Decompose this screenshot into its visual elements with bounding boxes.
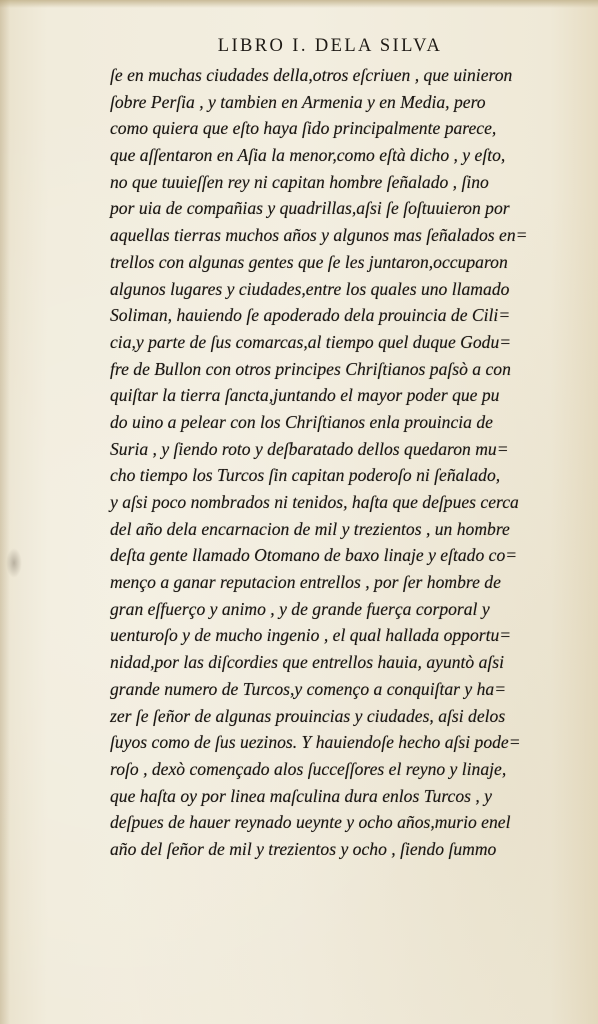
text-line: trellos con algunas gentes que ſe les juntaron,occuparon — [110, 251, 508, 272]
page-top-edge — [0, 0, 598, 8]
text-line: ſuyos como de ſus uezinos. Y hauiendoſe hecho aſsi pode= — [110, 732, 521, 753]
text-line: grande numero de Turcos,y començo a conquiſtar y ha= — [110, 678, 507, 699]
page-gutter-shadow — [0, 0, 10, 1024]
text-line: como quiera que eſto haya ſido principalmente parece, — [110, 118, 497, 139]
text-line: cia,y parte de ſus comarcas,al tiempo quel duque Godu= — [110, 331, 512, 352]
text-line: roſo , dexò començado alos ſucceſſores el reyno y linaje, — [110, 758, 507, 779]
text-line: deſta gente llamado Otomano de baxo linaje y eſtado co= — [110, 545, 518, 566]
text-line: no que tuuieſſen rey ni capitan hombre ſeñalado , ſino — [110, 171, 489, 192]
text-line: por uia de compañias y quadrillas,aſsi ſe ſoſtuuieron por — [110, 198, 510, 219]
text-line: Suria , y ſiendo roto y deſbaratado dellos quedaron mu= — [110, 438, 509, 459]
text-line: do uino a pelear con los Chriſtianos enla prouincia de — [110, 411, 493, 432]
text-line: Soliman, hauiendo ſe apoderado dela prouincia de Cili= — [110, 305, 511, 326]
text-line: deſpues de hauer reynado ueynte y ocho años,murio enel — [110, 812, 511, 833]
text-line: ſobre Perſia , y tambien en Armenia y en Media, pero — [110, 91, 486, 112]
text-line: del año dela encarnacion de mil y trezientos , un hombre — [110, 518, 510, 539]
text-line: algunos lugares y ciudades,entre los quales uno llamado — [110, 278, 510, 299]
text-line: fre de Bullon con otros principes Chriſtianos paſsò a con — [110, 358, 511, 379]
text-line: gran eſfuerço y animo , y de grande fuerça corporal y — [110, 598, 490, 619]
text-line: que aſſentaron en Aſia la menor,como eſtà dicho , y eſto, — [110, 145, 506, 166]
text-line: menço a ganar reputacion entrellos , por ſer hombre de — [110, 572, 501, 593]
body-text — [110, 62, 562, 863]
text-line: quiſtar la tierra ſancta,juntando el mayor poder que pu — [110, 385, 500, 406]
text-line: y aſsi poco nombrados ni tenidos, haſta que deſpues cerca — [110, 492, 519, 512]
text-line: que haſta oy por linea maſculina dura enlos Turcos , y — [110, 785, 492, 806]
text-line: zer ſe ſeñor de algunas prouincias y ciudades, aſsi delos — [110, 705, 506, 726]
text-line: año del ſeñor de mil y trezientos y ocho , ſiendo ſummo — [110, 838, 497, 859]
text-line: aquellas tierras muchos años y algunos mas ſeñalados en= — [110, 225, 528, 246]
text-line: nidad,por las diſcordies que entrellos hauia, ayuntò aſsi — [110, 652, 505, 673]
text-line: uenturoſo y de mucho ingenio , el qual hallada opportu= — [110, 625, 512, 646]
text-line: cho tiempo los Turcos ſin capitan poderoſo ni ſeñalado, — [110, 465, 501, 486]
running-header: LIBRO I. DELA SILVA — [217, 36, 443, 56]
ink-stain — [6, 548, 22, 578]
text-line: ſe en muchas ciudades della,otros eſcriuen , que uinieron — [110, 65, 513, 85]
